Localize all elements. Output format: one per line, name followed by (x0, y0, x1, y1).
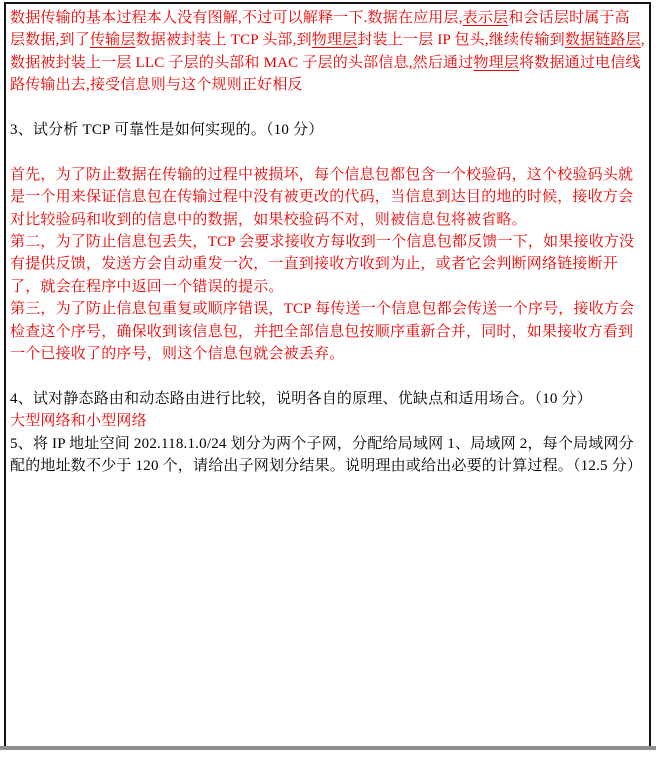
intro-text-segment: 封装上一层 IP 包头,继续传输到 (357, 32, 565, 49)
intro-underlined-term-data-link-layer: 数据链路层 (564, 32, 641, 49)
intro-text-segment: 和会话层时属于高层数据,到了 (10, 10, 630, 49)
intro-text-segment: 将数据通过电信线路传输出去,接受信息则与这个规则正好相反 (10, 54, 641, 94)
intro-answer-paragraph (10, 7, 645, 97)
blank-line (10, 141, 645, 163)
blank-line (10, 97, 645, 119)
intro-underlined-term-presentation-layer: 表示层 (462, 10, 509, 26)
answer-4-text: 大型网络和小型网络 (10, 413, 147, 430)
document-page (4, 2, 651, 746)
answer-3-paragraph-first: 首先，为了防止数据在传输的过程中被损坏，每个信息包都包含一个校验码，这个校验码头就是一个用来保证信息包在传输过程中没有被更改的代码，当信息到达目的地的时候，接收方会对比较验码和收到的信息中的数据，如果校验码不对，则被信息包将被省略。 (10, 166, 634, 228)
page-bottom-edge (0, 746, 656, 750)
question-5-heading: 5、将 IP 地址空间 202.118.1.0/24 划分为两个子网，分配给局域网 1、局域网 2，每个局域网分配的地址数不少于 120 个，请给出子网划分结果。说明理由或给出必要的计算过程。（12.5 分） (10, 435, 643, 475)
intro-underlined-term-physical-layer-2: 物理层 (473, 54, 520, 71)
question-3-heading: 3、试分析 TCP 可靠性是如何实现的。（10 分） (10, 122, 324, 139)
answer-3-paragraph-third: 第三，为了防止信息包重复或顺序错误，TCP 每传送一个信息包都会传送一个序号，接收方会检查这个序号，确保收到该信息包，并把全部信息包按顺序重新合并，同时，如果接收方看到一个已接收了的序号，则这个信息包就会被丢弃。 (10, 301, 635, 363)
intro-underlined-term-physical-layer: 物理层 (311, 32, 358, 49)
intro-text-segment: 数据传输的基本过程本人没有图解,不过可以解释一下.数据在应用层, (10, 10, 463, 26)
intro-underlined-term-transport-layer: 传输层 (89, 32, 136, 49)
intro-text-segment: ,数据被封装上一层 LLC 子层的头部和 MAC 子层的头部信息,然后通过 (10, 32, 645, 71)
blank-line (10, 365, 645, 387)
intro-text-segment: 数据被封装上 TCP 头部,到 (135, 32, 312, 49)
answer-3-paragraph-second: 第二，为了防止信息包丢失，TCP 会要求接收方每收到一个信息包都反馈一下，如果接收方没有提供反馈，发送方会自动重发一次，一直到接收方收到为止，或者它会判断网络链接断开了，就会在程序中返回一个错误的提示。 (10, 234, 635, 295)
question-4-heading: 4、试对静态路由和动态路由进行比较，说明各自的原理、优缺点和适用场合。（10 分） (10, 390, 592, 407)
